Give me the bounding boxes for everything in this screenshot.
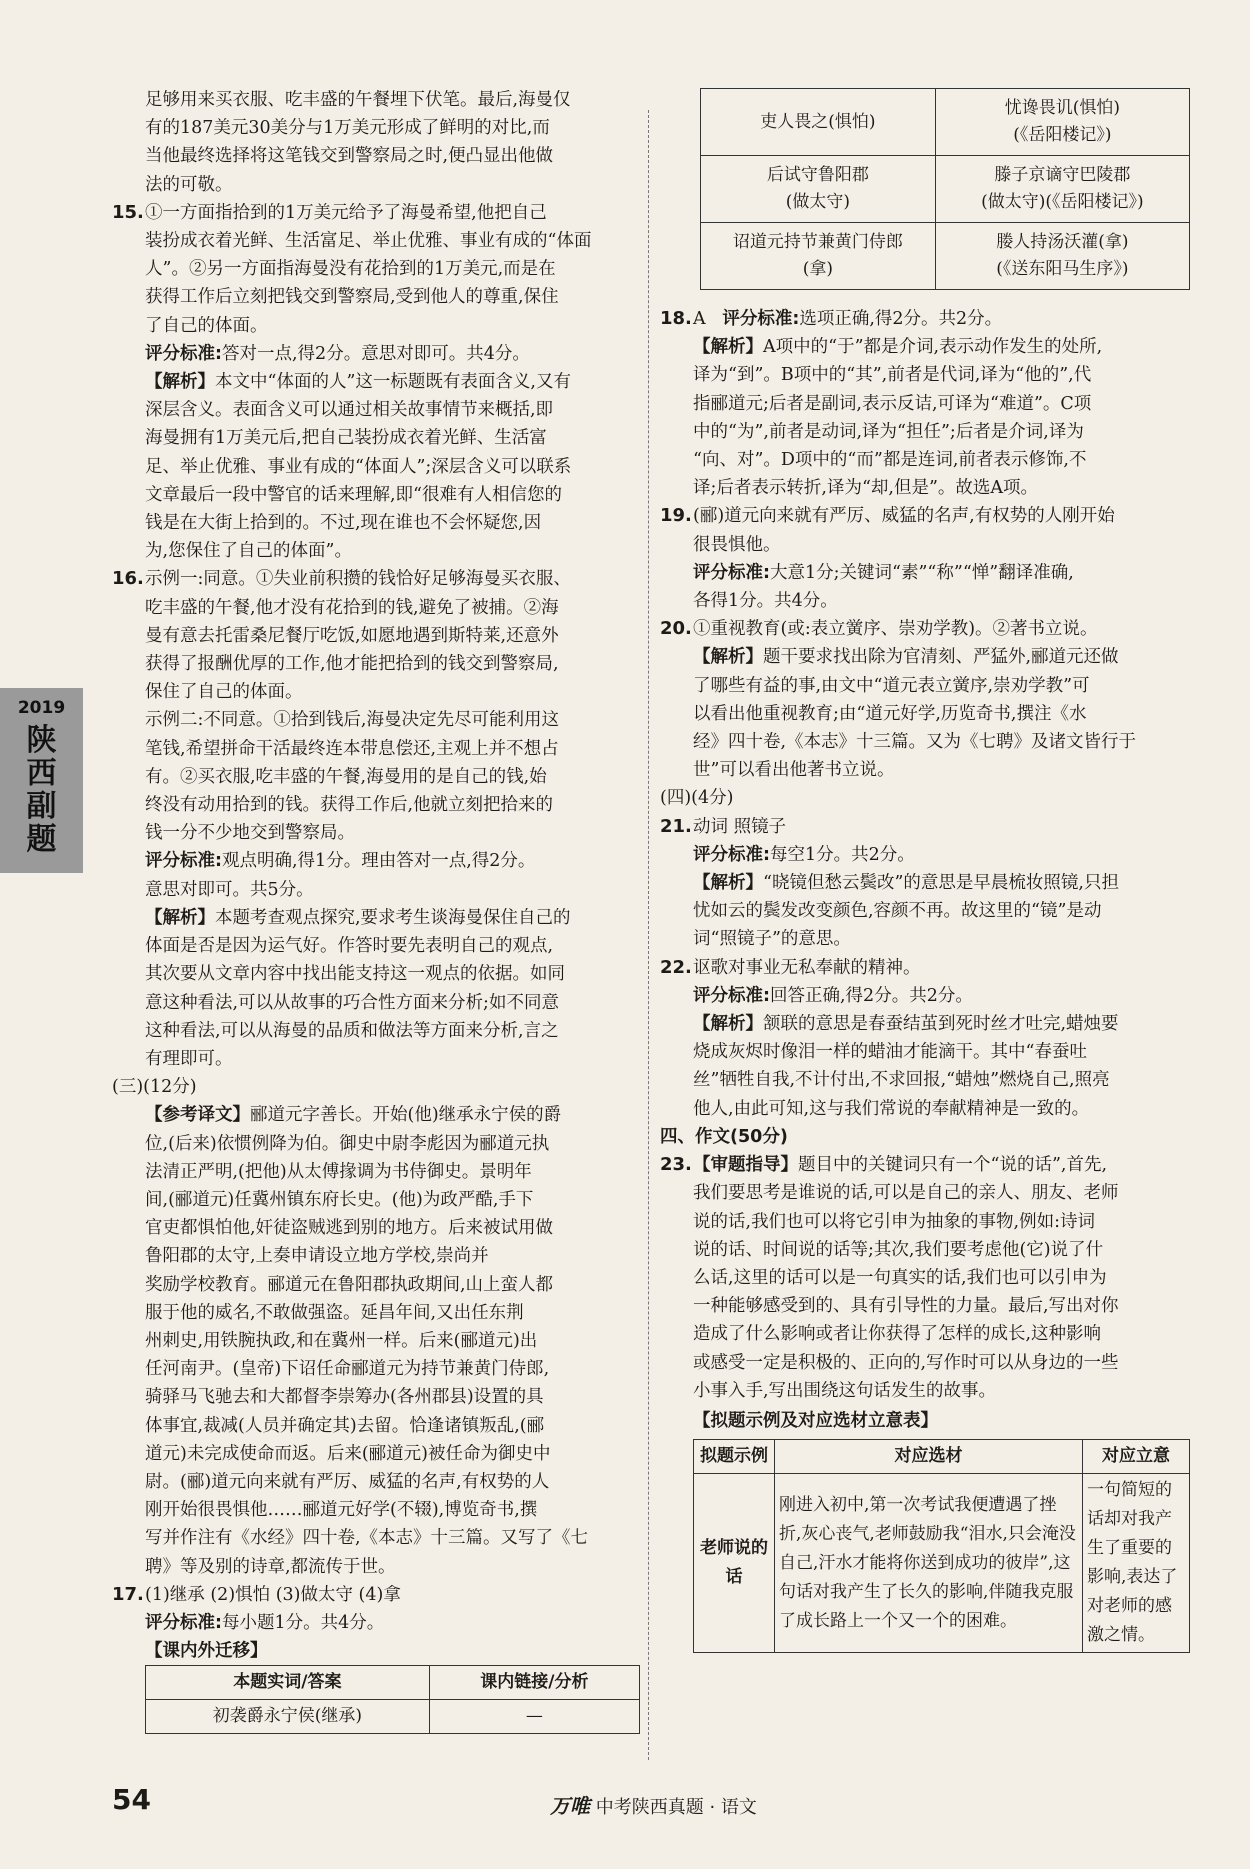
table-cell: 一句简短的话却对我产生了重要的影响,表达了对老师的感激之情。 bbox=[1083, 1474, 1190, 1653]
analysis-label: 【解析】 bbox=[693, 337, 763, 358]
text-line: 指郦道元;后者是副词,表示反诘,可译为“难道”。C项 bbox=[693, 393, 1092, 414]
text-line: 获得了报酬优厚的工作,他才能把拾到的钱交到警察局, bbox=[145, 654, 559, 675]
table-cell: 刚进入初中,第一次考试我便遭遇了挫折,灰心丧气,老师鼓励我“泪水,只会淹没自己,汗水才能将你送到成功的彼岸”,这句话对我产生了长久的影响,伴随我克服了成长路上一个又一个的困难。 bbox=[775, 1474, 1083, 1653]
text-line: 译;后者表示转折,译为“却,但是”。故选A项。 bbox=[693, 478, 1039, 499]
text-line: 丝”牺牲自我,不计付出,不求回报,“蜡烛”燃烧自己,照亮 bbox=[693, 1070, 1110, 1091]
text-line: 了自己的体面。 bbox=[145, 315, 268, 336]
text-line: 尉。(郦)道元向来就有严厉、威猛的名声,有权势的人 bbox=[145, 1471, 550, 1492]
text-line: 忧如云的鬓发改变颜色,容颜不再。故这里的“镜”是动 bbox=[693, 901, 1102, 922]
translation-block bbox=[112, 1101, 640, 1580]
question-number: 20. bbox=[660, 618, 692, 640]
transfer-table bbox=[145, 1665, 640, 1734]
table-cell: 后试守鲁阳郡 (做太守) bbox=[701, 156, 936, 223]
table-header: 拟题示例 bbox=[694, 1440, 775, 1474]
text-line: 深层含义。表面含义可以通过相关故事情节来概括,即 bbox=[145, 400, 554, 421]
text-line: 钱一分不少地交到警察局。 bbox=[145, 823, 355, 844]
analysis-label: 【解析】 bbox=[693, 873, 763, 894]
score-line: 评分标准:大意1分;关键词“素”“称”“惮”翻译准确, bbox=[693, 562, 1074, 583]
text-line: 有理即可。 bbox=[145, 1048, 233, 1069]
vocab-comparison-table bbox=[700, 88, 1190, 290]
side-tab bbox=[0, 688, 83, 873]
table-cell: 滕子京谪守巴陵郡 (做太守)(《岳阳楼记》) bbox=[935, 156, 1189, 223]
analysis-line: 【解析】本题考查观点探究,要求考生谈海曼保住自己的 bbox=[145, 907, 571, 928]
text-line: 了哪些有益的事,由文中“道元表立黉序,崇劝学教”可 bbox=[693, 675, 1090, 696]
table-cell: 诏道元持节兼黄门侍郎 (拿) bbox=[701, 223, 936, 290]
table-header-row bbox=[146, 1666, 640, 1700]
table-header: 对应选材 bbox=[775, 1440, 1083, 1474]
text-line: 法的可敬。 bbox=[145, 174, 233, 195]
score-line: 评分标准:回答正确,得2分。共2分。 bbox=[693, 985, 973, 1006]
text-line: 各得1分。共4分。 bbox=[693, 591, 838, 612]
score-label: 评分标准: bbox=[145, 851, 222, 872]
text-line: 译为“到”。B项中的“其”,前者是代词,译为“他的”,代 bbox=[693, 365, 1092, 386]
text-line: 示例二:不同意。①拾到钱后,海曼决定先尽可能利用这 bbox=[145, 710, 559, 731]
composition-section-label: 四、作文(50分) bbox=[660, 1126, 788, 1147]
table-cell: 忧谗畏讥(惧怕) (《岳阳楼记》) bbox=[935, 89, 1189, 156]
text-line: 人”。②另一方面指海曼没有花拾到的1万美元,而是在 bbox=[145, 259, 556, 280]
text-line: 这种看法,可以从海曼的品质和做法等方面来分析,言之 bbox=[145, 1020, 559, 1041]
question-number: 22. bbox=[660, 956, 692, 978]
text-line: 很畏惧他。 bbox=[693, 534, 781, 555]
score-text: 答对一点,得2分。意思对即可。共4分。 bbox=[222, 343, 530, 364]
text-line: 足、举止优雅、事业有成的“体面人”;深层含义可以联系 bbox=[145, 456, 572, 477]
text-line: 曼有意去托雷桑尼餐厅吃饭,如愿地遇到斯特莱,还意外 bbox=[145, 625, 559, 646]
text-line: 一种能够感受到的、具有引导性的力量。最后,写出对你 bbox=[693, 1296, 1119, 1317]
answer-line: 动词 照镜子 bbox=[693, 816, 787, 837]
table-row bbox=[701, 223, 1190, 290]
text-line: 其次要从文章内容中找出能支持这一观点的依据。如同 bbox=[145, 964, 565, 985]
text-line: 吃丰盛的午餐,他才没有花拾到的钱,避免了被捕。②海 bbox=[145, 597, 559, 618]
text-line: 州刺史,用铁腕执政,和在冀州一样。后来(郦道元)出 bbox=[145, 1330, 538, 1351]
score-line: 评分标准:每空1分。共2分。 bbox=[693, 844, 915, 865]
text-line: 海曼拥有1万美元后,把自己装扮成衣着光鲜、生活富 bbox=[145, 428, 547, 449]
question-23 bbox=[660, 1151, 1190, 1653]
text-line: ①一方面指拾到的1万美元给予了海曼希望,他把自己 bbox=[145, 202, 547, 223]
table-cell: 初袭爵永宁侯(继承) bbox=[146, 1700, 430, 1734]
question-number: 21. bbox=[660, 815, 692, 837]
table-cell: 吏人畏之(惧怕) bbox=[701, 89, 936, 156]
analysis-label: 【解析】 bbox=[145, 907, 215, 928]
table-row bbox=[701, 89, 1190, 156]
transfer-box-title: 【课内外迁移】 bbox=[145, 1641, 268, 1662]
text-line: 当他最终选择将这笔钱交到警察局之时,便凸显出他做 bbox=[145, 146, 554, 167]
text-line: 终没有动用拾到的钱。获得工作后,他就立刻把拾来的 bbox=[145, 795, 554, 816]
table-row bbox=[694, 1474, 1190, 1653]
answer-line: 讴歌对事业无私奉献的精神。 bbox=[693, 957, 921, 978]
question-17 bbox=[112, 1581, 640, 1735]
guide-line: 【审题指导】题目中的关键词只有一个“说的话”,首先, bbox=[693, 1155, 1108, 1176]
table-cell: 老师说的话 bbox=[694, 1474, 775, 1653]
answer-line: (1)继承 (2)惧怕 (3)做太守 (4)拿 bbox=[145, 1584, 401, 1605]
question-number: 23. bbox=[660, 1154, 692, 1176]
table-row bbox=[701, 156, 1190, 223]
page-number: 54 bbox=[112, 1783, 151, 1816]
question-number: 16. bbox=[112, 568, 144, 590]
text-line: 保住了自己的体面。 bbox=[145, 682, 303, 703]
text-line: 位,(后来)依惯例降为伯。御史中尉李彪因为郦道元执 bbox=[145, 1133, 550, 1154]
text-line: 意思对即可。共5分。 bbox=[145, 879, 314, 900]
table-header: 对应立意 bbox=[1083, 1440, 1190, 1474]
text-line: 造成了什么影响或者让你获得了怎样的成长,这种影响 bbox=[693, 1324, 1102, 1345]
answer-line: ①重视教育(或:表立黉序、崇劝学教)。②著书立说。 bbox=[693, 619, 1098, 640]
text-line: 说的话、时间说的话等;其次,我们要考虑他(它)说了什 bbox=[693, 1239, 1104, 1260]
question-number: 15. bbox=[112, 201, 144, 223]
intro-block bbox=[112, 86, 640, 199]
table-header: 课内链接/分析 bbox=[429, 1666, 639, 1700]
section-3-label: (三)(12分) bbox=[112, 1077, 197, 1098]
text-line: 以看出他重视教育;由“道元好学,历览奇书,撰注《水 bbox=[693, 703, 1087, 724]
side-tab-label: 陕西副题 bbox=[26, 723, 57, 857]
analysis-line: 【解析】本文中“体面的人”这一标题既有表面含义,又有 bbox=[145, 372, 571, 393]
text-line: 体面是否是因为运气好。作答时要先表明自己的观点, bbox=[145, 936, 554, 957]
text-line: 或感受一定是积极的、正向的,写作时可以从身边的一些 bbox=[693, 1352, 1119, 1373]
translation-label: 【参考译文】 bbox=[145, 1105, 250, 1126]
table-row bbox=[146, 1700, 640, 1734]
text-line: 聘》等及别的诗章,都流传于世。 bbox=[145, 1556, 396, 1577]
text-line: 词“照镜子”的意思。 bbox=[693, 929, 851, 950]
question-16 bbox=[112, 565, 640, 1073]
table-header: 本题实词/答案 bbox=[146, 1666, 430, 1700]
text-line: 获得工作后立刻把钱交到警察局,受到他人的尊重,保住 bbox=[145, 287, 559, 308]
guide-label: 【审题指导】 bbox=[693, 1155, 798, 1176]
question-21 bbox=[660, 813, 1190, 954]
text-line: (郦)道元向来就有严厉、威猛的名声,有权势的人刚开始 bbox=[693, 506, 1115, 527]
text-line: 他人,由此可知,这与我们常说的奉献精神是一致的。 bbox=[693, 1098, 1090, 1119]
text-line: 任河南尹。(皇帝)下诏任命郦道元为持节兼黄门侍郎, bbox=[145, 1359, 550, 1380]
footer-title: 中考陕西真题 · 语文 bbox=[595, 1797, 757, 1818]
score-label: 评分标准: bbox=[145, 1612, 222, 1633]
text-line: “向、对”。D项中的“而”都是连词,前者表示修饰,不 bbox=[693, 450, 1087, 471]
brand-logo: 万唯 bbox=[550, 1794, 590, 1818]
table-cell: 媵人持汤沃灌(拿) (《送东阳马生序》) bbox=[935, 223, 1189, 290]
text-line: 骑驿马飞驰去和大都督李崇筹办(各州郡县)设置的具 bbox=[145, 1387, 544, 1408]
column-divider bbox=[648, 110, 649, 1760]
text-line: 奖励学校教育。郦道元在鲁阳郡执政期间,山上蛮人都 bbox=[145, 1274, 554, 1295]
section-4-label: (四)(4分) bbox=[660, 788, 734, 809]
text-line: 意这种看法,可以从故事的巧合性方面来分析;如不同意 bbox=[145, 992, 559, 1013]
analysis-line: 【解析】A项中的“于”都是介词,表示动作发生的处所, bbox=[693, 337, 1103, 358]
analysis-label: 【解析】 bbox=[145, 372, 215, 393]
score-line: 评分标准:观点明确,得1分。理由答对一点,得2分。 bbox=[145, 851, 536, 872]
text-line: 服于他的威名,不敢做强盗。延昌年间,又出任东荆 bbox=[145, 1302, 524, 1323]
text-line: 写并作注有《水经》四十卷,《本志》十三篇。又写了《七 bbox=[145, 1528, 589, 1549]
answer-line: A 评分标准:选项正确,得2分。共2分。 bbox=[693, 309, 1003, 329]
topic-table bbox=[693, 1439, 1190, 1653]
question-18 bbox=[660, 305, 1190, 502]
score-line: 评分标准:每小题1分。共4分。 bbox=[145, 1612, 385, 1633]
question-number: 19. bbox=[660, 505, 692, 527]
text-line: 文章最后一段中警官的话来理解,即“很难有人相信您的 bbox=[145, 484, 563, 505]
text-line: 世”可以看出他著书立说。 bbox=[693, 760, 895, 781]
question-22 bbox=[660, 954, 1190, 1123]
text-line: 经》四十卷,《本志》十三篇。又为《七聘》及诸文皆行于 bbox=[693, 732, 1137, 753]
text-line: 说的话,我们也可以将它引申为抽象的事物,例如:诗词 bbox=[693, 1211, 1096, 1232]
analysis-label: 【解析】 bbox=[693, 647, 763, 668]
footer-brand bbox=[550, 1790, 757, 1819]
table-cell: — bbox=[429, 1700, 639, 1734]
text-line: 么话,这里的话可以是一句真实的话,我们也可以引申为 bbox=[693, 1267, 1107, 1288]
translation-line: 【参考译文】郦道元字善长。开始(他)继承永宁侯的爵 bbox=[145, 1105, 562, 1126]
analysis-line: 【解析】题干要求找出除为官清刻、严猛外,郦道元还做 bbox=[693, 647, 1119, 668]
text-line: 中的“为”,前者是动词,译为“担任”;后者是介词,译为 bbox=[693, 421, 1084, 442]
text-line: 钱是在大街上拾到的。不过,现在谁也不会怀疑您,因 bbox=[145, 513, 542, 534]
text-line: 示例一:同意。①失业前积攒的钱恰好足够海曼买衣服、 bbox=[145, 569, 571, 590]
text-line: 装扮成衣着光鲜、生活富足、举止优雅、事业有成的“体面 bbox=[145, 231, 592, 252]
right-column bbox=[660, 305, 1190, 1653]
question-number: 17. bbox=[112, 1583, 144, 1605]
text-line: 笔钱,希望拼命干活最终连本带息偿还,主观上并不想占 bbox=[145, 738, 559, 759]
question-20 bbox=[660, 615, 1190, 784]
question-15 bbox=[112, 199, 640, 566]
topic-table-title: 【拟题示例及对应选材立意表】 bbox=[693, 1410, 938, 1431]
question-19 bbox=[660, 502, 1190, 615]
question-number: 18. bbox=[660, 308, 692, 329]
score-label: 评分标准: bbox=[145, 343, 222, 364]
score-line bbox=[145, 340, 640, 368]
analysis-line: 【解析】颔联的意思是春蚕结茧到死时丝才吐完,蜡烛要 bbox=[693, 1014, 1119, 1035]
text-line: 为,您保住了自己的体面”。 bbox=[145, 541, 353, 562]
text-line: 体事宜,裁减(人员并确定其)去留。恰逢诸镇叛乱,(郦 bbox=[145, 1415, 545, 1436]
side-tab-year: 2019 bbox=[17, 698, 66, 718]
text-line: 道元)未完成使命而返。后来(郦道元)被任命为御史中 bbox=[145, 1443, 551, 1464]
text-line: 有的187美元30美分与1万美元形成了鲜明的对比,而 bbox=[145, 118, 550, 139]
left-column bbox=[112, 86, 640, 1734]
text-line: 鲁阳郡的太守,上奏申请设立地方学校,崇尚并 bbox=[145, 1246, 489, 1267]
text-line: 足够用来买衣服、吃丰盛的午餐埋下伏笔。最后,海曼仅 bbox=[145, 90, 571, 110]
table-header-row bbox=[694, 1440, 1190, 1474]
text-line: 官吏都惧怕他,奸徒盗贼逃到别的地方。后来被试用做 bbox=[145, 1218, 554, 1239]
text-line: 法清正严明,(把他)从太傅掾调为书侍御史。景明年 bbox=[145, 1161, 532, 1182]
analysis-label: 【解析】 bbox=[693, 1014, 763, 1035]
text-line: 有。②买衣服,吃丰盛的午餐,海曼用的是自己的钱,始 bbox=[145, 766, 547, 787]
analysis-line: 【解析】“晓镜但愁云鬓改”的意思是早晨梳妆照镜,只担 bbox=[693, 873, 1119, 894]
text-line: 间,(郦道元)任冀州镇东府长史。(他)为政严酷,手下 bbox=[145, 1189, 534, 1210]
text-line: 烧成灰烬时像泪一样的蜡油才能滴干。其中“春蚕吐 bbox=[693, 1042, 1087, 1063]
text-line: 小事入手,写出围绕这句话发生的故事。 bbox=[693, 1380, 997, 1401]
text-line: 我们要思考是谁说的话,可以是自己的亲人、朋友、老师 bbox=[693, 1183, 1119, 1204]
text-line: 刚开始很畏惧他……郦道元好学(不辍),博览奇书,撰 bbox=[145, 1500, 538, 1521]
